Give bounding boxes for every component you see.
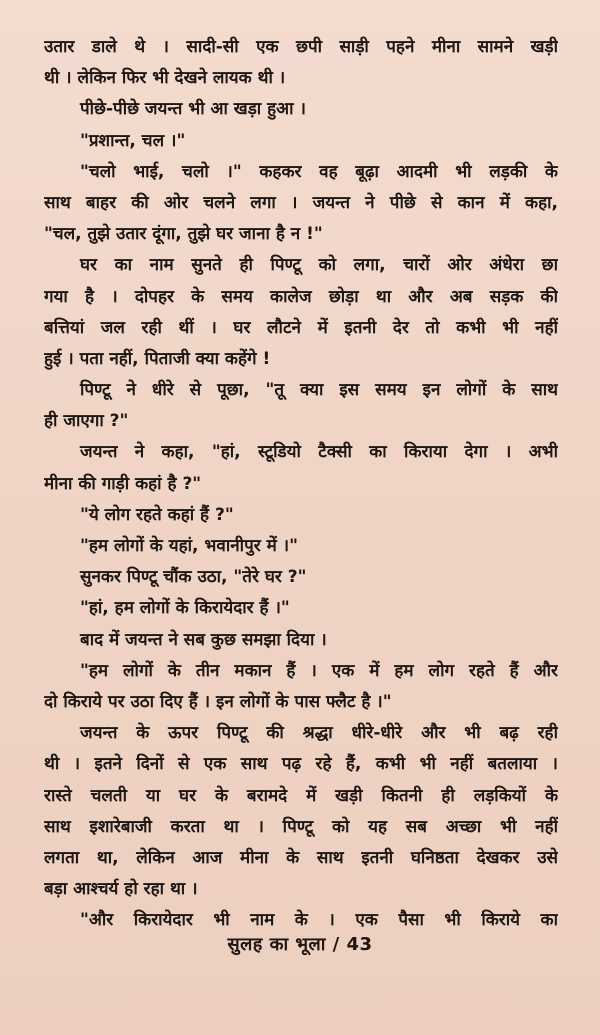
text-line: घर का नाम सुनते ही पिण्टू को लगा, चारों ओर अंधेरा छा [80,255,558,276]
text-line: "हां, हम लोगों के किरायेदार हैं ।" [80,598,290,619]
text-line: "प्रशान्त, चल ।" [80,130,186,151]
text-line: "चल, तुझे उतार दूंगा, तुझे घर जाना है न !" [44,224,323,245]
text-line: मीना की गाड़ी कहां है ?" [44,473,202,494]
text-line: "चलो भाई, चलो ।" कहकर वह बूढ़ा आदमी भी लड़की के [80,161,558,182]
text-line: जयन्त ने कहा, "हां, स्टूडियो टैक्सी का किराया देगा । अभी [80,442,558,463]
text-line: "हम लोगों के तीन मकान हैं । एक में हम लोग रहते हैं और [80,660,558,681]
text-line: हुई । पता नहीं, पिताजी क्या कहेंगे ! [44,348,271,369]
text-line: सुनकर पिण्टू चौंक उठा, "तेरे घर ?" [80,567,307,588]
text-line: "और किरायेदार भी नाम के । एक पैसा भी किराये का [80,910,558,931]
text-line: बड़ा आश्चर्य हो रहा था । [44,879,198,900]
text-line: बत्तियां जल रही थीं । घर लौटने में इतनी देर तो कभी भी नहीं [44,317,558,338]
text-line: ही जाएगा ?" [44,411,129,432]
text-line: थी । लेकिन फिर भी देखने लायक थी । [44,68,286,89]
text-line: जयन्त के ऊपर पिण्टू की श्रद्धा धीरे-धीरे और भी बढ़ रही [80,723,558,744]
text-line: पीछे-पीछे जयन्त भी आ खड़ा हुआ । [80,99,306,120]
text-line: बाद में जयन्त ने सब कुछ समझा दिया । [80,629,327,650]
text-line: थी । इतने दिनों से एक साथ पढ़ रहे हैं, कभी भी नहीं बतलाया । [44,754,558,775]
text-line: लगता था, लेकिन आज मीना के साथ इतनी घनिष्ठता देखकर उसे [44,847,558,868]
text-line: पिण्टू ने धीरे से पूछा, "तू क्या इस समय इन लोगों के साथ [80,380,558,401]
text-line: गया है । दोपहर के समय कालेज छोड़ा था और अब सड़क की [44,286,558,307]
text-line: "हम लोगों के यहां, भवानीपुर में ।" [80,536,298,556]
text-line: साथ इशारेबाजी करता था । पिण्टू को यह सब अच्छा भी नहीं [44,816,558,837]
text-line: साथ बाहर की ओर चलने लगा । जयन्त ने पीछे से कान में कहा, [44,192,558,213]
text-line: "ये लोग रहते कहां हैं ?" [80,504,234,525]
text-line: रास्ते चलती या घर के बरामदे में खड़ी कितनी ही लड़कियों के [44,785,558,806]
page-text [44,32,558,936]
page-footer: सुलह का भूला / 43 [227,934,373,955]
text-line: दो किराये पर उठा दिए हैं । इन लोगों के पास फ्लैट है ।" [44,691,392,712]
text-line: उतार डाले थे । सादी-सी एक छपी साड़ी पहने मीना सामने खड़ी [44,37,558,57]
